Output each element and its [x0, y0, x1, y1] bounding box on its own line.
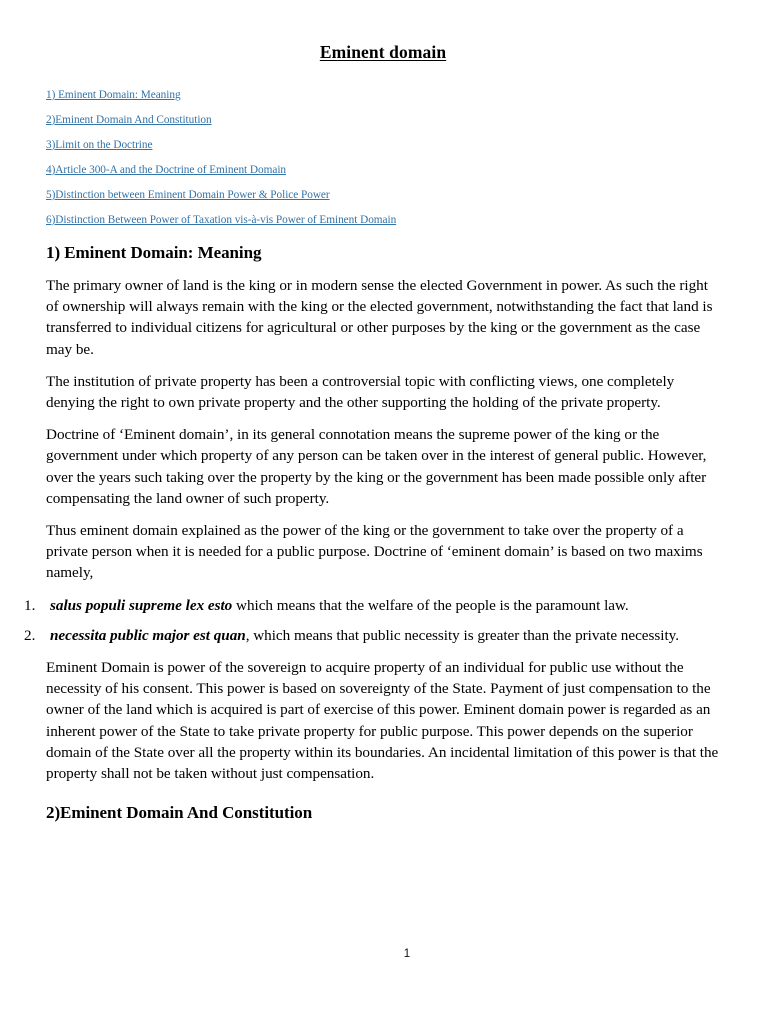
toc-item [46, 181, 720, 206]
list-item [24, 595, 720, 616]
toc-item [46, 156, 720, 181]
toc-link-article-300a[interactable]: 4)Article 300-A and the Doctrine of Eminent Domain [46, 164, 287, 176]
toc-link-taxation-power[interactable]: 6)Distinction Between Power of Taxation vis-à-vis Power of Eminent Domain [46, 214, 397, 226]
maxim-explanation: , which means that public necessity is greater than the private necessity. [245, 626, 679, 644]
list-marker: 1. [24, 596, 36, 614]
page-number: 1 [403, 948, 411, 960]
paragraph-two-maxims-intro: Thus eminent domain explained as the power of the king or the government to take over the property of a private person when it is needed for a public purpose. Doctrine of ‘eminent domain’ is based on two maxims namely, [46, 522, 703, 582]
section-heading-meaning: 1) Eminent Domain: Meaning [46, 243, 262, 262]
toc-item [46, 106, 720, 131]
paragraph-sovereign-power: Eminent Domain is power of the sovereign to acquire property of an individual for public use without the necessity of his consent. This power is based on sovereignty of the State. Payment of just compensation to the owner of the land which is acquired is part of exercise of this power. Eminent domain power is regarded as an inherent power of the State to take private property for public purpose. This power depends on the superior domain of the State over all the property within its boundaries. An incidental limitation of this power is that the property shall not be taken without just compensation. [46, 659, 719, 783]
paragraph-primary-owner: The primary owner of land is the king or in modern sense the elected Government in power. As such the right of ownership will always remain with the king or the elected government, notwithstanding the fact that land is transferred to individual citizens for agricultural or other purposes by the king or the government as the case may be. [46, 277, 713, 358]
toc-link-constitution[interactable]: 2)Eminent Domain And Constitution [46, 114, 212, 126]
page-title-text: Eminent domain [319, 42, 447, 62]
toc-item [46, 131, 720, 156]
toc-link-police-power[interactable]: 5)Distinction between Eminent Domain Power & Police Power [46, 189, 330, 201]
paragraph-doctrine-connotation: Doctrine of ‘Eminent domain’, in its general connotation means the supreme power of the king or the government under which property of any person can be taken over in the interest of general public. However, over the years such taking over the property by the king or the government has been made possible only after compensating the land owner of such property. [46, 426, 707, 507]
maxim-term-latin: salus populi supreme lex esto [50, 596, 233, 614]
page-title [46, 0, 720, 62]
paragraph-private-property: The institution of private property has been a controversial topic with conflicting views, one completely denying the right to own private property and the other supporting the holding of the private property. [46, 372, 675, 412]
section-heading-constitution: 2)Eminent Domain And Constitution [46, 803, 313, 823]
toc-link-meaning[interactable]: 1) Eminent Domain: Meaning [46, 89, 181, 101]
document-content [24, 0, 720, 824]
list-item [24, 616, 720, 646]
maxims-list [24, 584, 720, 646]
toc-item [46, 81, 720, 106]
toc-link-limit-on-doctrine[interactable]: 3)Limit on the Doctrine [46, 139, 153, 151]
list-marker: 2. [24, 626, 36, 644]
table-of-contents [46, 62, 720, 231]
toc-item [46, 206, 720, 231]
maxim-explanation: which means that the welfare of the people is the paramount law. [232, 596, 629, 614]
maxim-term-latin: necessita public major est quan [50, 626, 246, 644]
